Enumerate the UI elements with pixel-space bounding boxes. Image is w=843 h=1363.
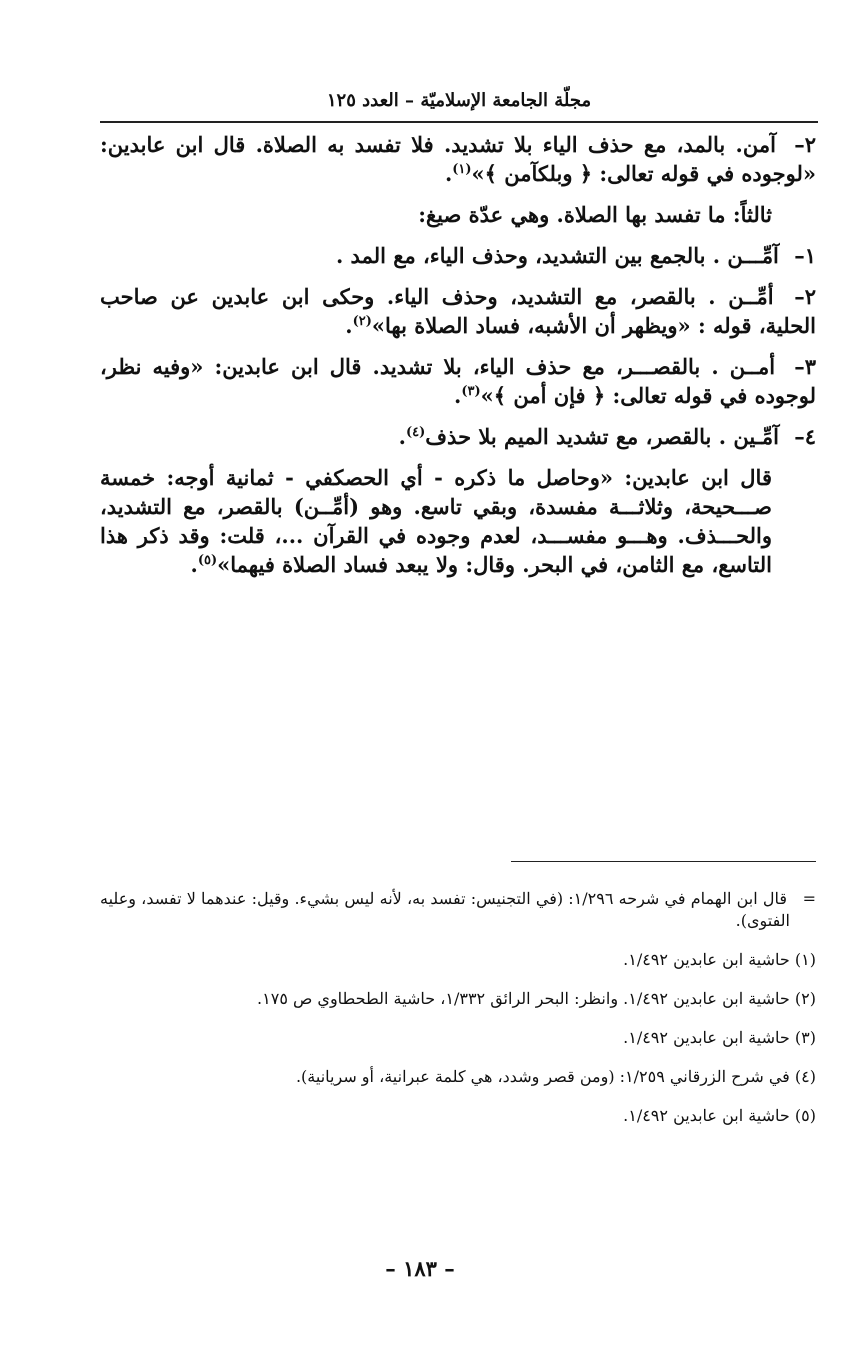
footnote-ref: (٤) (405, 425, 426, 440)
paragraph-item-2-valid (100, 130, 816, 188)
list-item (100, 241, 816, 270)
item-number: ٢– (794, 132, 816, 157)
paragraph-text: قال ابن عابدين: «وحاصل ما ذكره - أي الحصكفي - ثمانية أوجه: خمسة صـــحيحة، وثلاثـــة مفسدة، وبقي تاسع. وهو (أمِّــن) بالقصر، مع التشديد، والحـــذف. وهـــو مفســـد، لعدم وجوده في القرآن ...، قلت: وقد ذكر هذا التاسع، مع الثامن، في البحر. وقال: ولا يبعد فساد الصلاة فيهما» (100, 465, 772, 577)
paragraph-text: آمن. بالمد، مع حذف الياء بلا تشديد. فلا تفسد به الصلاة. قال ابن عابدين: «لوجوده في قوله تعالى: ﴿ وبلكآمن ﴾» (100, 132, 816, 186)
footnote-text: حاشية ابن عابدين ١/٤٩٢. (623, 1106, 790, 1125)
footnote-text: في شرح الزرقاني ١/٢٥٩: (ومن قصر وشدد، هي كلمة عبرانية، أو سريانية). (295, 1067, 790, 1086)
footnote (100, 1066, 816, 1088)
footnote-label: (١) (794, 950, 816, 969)
footnote-text: حاشية ابن عابدين ١/٤٩٢. وانظر: البحر الرائق ١/٣٣٢، حاشية الطحطاوي ص ١٧٥. (257, 989, 790, 1008)
footnote (100, 1027, 816, 1049)
footnote-text: قال ابن الهمام في شرحه ١/٢٩٦: (في التجنيس: تفسد به، لأنه ليس بشيء. وقيل: عندهما لا تفسد، وعليه الفتوى). (100, 889, 790, 930)
footnote-ref: (٥) (197, 553, 218, 568)
item-number: ١– (794, 243, 816, 268)
punct: . (190, 552, 198, 577)
footnote-ref: (٢) (352, 314, 372, 329)
running-header: مجلّة الجامعة الإسلاميّة – العدد ١٢٥ (326, 90, 592, 111)
punct: . (444, 161, 453, 186)
header-rule (100, 121, 818, 123)
item-number: ٣– (794, 354, 816, 379)
footnote-continued (100, 888, 816, 932)
footnote-label: (٢) (794, 989, 816, 1008)
footnote-text: حاشية ابن عابدين ١/٤٩٢. (623, 950, 790, 969)
footnote-ref: (٣) (461, 384, 481, 399)
item-text: آمِّـين . بالقصر، مع تشديد الميم بلا حذف (425, 424, 779, 449)
main-text (100, 130, 816, 591)
quote-paragraph (100, 463, 816, 579)
item-number: ٢– (794, 284, 817, 309)
section-heading: ثالثاً: ما تفسد بها الصلاة. وهي عدّة صيغ: (418, 202, 772, 227)
footnote-label: (٣) (794, 1028, 816, 1047)
footnote-rule (511, 861, 816, 862)
item-text: أمــن . بالقصـــر، مع حذف الياء، بلا تشديد. قال ابن عابدين: «وفيه نظر، لوجوده في قوله تعالى: ﴿ فإن أمن ﴾» (100, 354, 816, 408)
list-item (100, 422, 816, 451)
footnote-text: حاشية ابن عابدين ١/٤٩٢. (623, 1028, 790, 1047)
footnotes (100, 888, 816, 1144)
item-number: ٤– (794, 424, 816, 449)
item-text: أمِّــن . بالقصر، مع التشديد، وحذف الياء. وحكى ابن عابدين عن صاحب الحلية، قوله : «ويظهر أن الأشبه، فساد الصلاة بها» (100, 284, 816, 338)
punct: . (345, 313, 353, 338)
footnote-ref: (١) (452, 162, 472, 177)
footnote (100, 1105, 816, 1127)
page-number: – ١٨٣ – (385, 1256, 455, 1281)
footnote-label: = (802, 889, 816, 908)
item-text: آمِّـــن . بالجمع بين التشديد، وحذف الياء، مع المد . (335, 243, 779, 268)
footnote (100, 988, 816, 1010)
punct: . (398, 424, 406, 449)
footnote-label: (٤) (794, 1067, 816, 1086)
footnote-label: (٥) (794, 1106, 816, 1125)
list-item (100, 282, 816, 340)
footnote (100, 949, 816, 971)
list-item (100, 352, 816, 410)
punct: . (454, 383, 462, 408)
